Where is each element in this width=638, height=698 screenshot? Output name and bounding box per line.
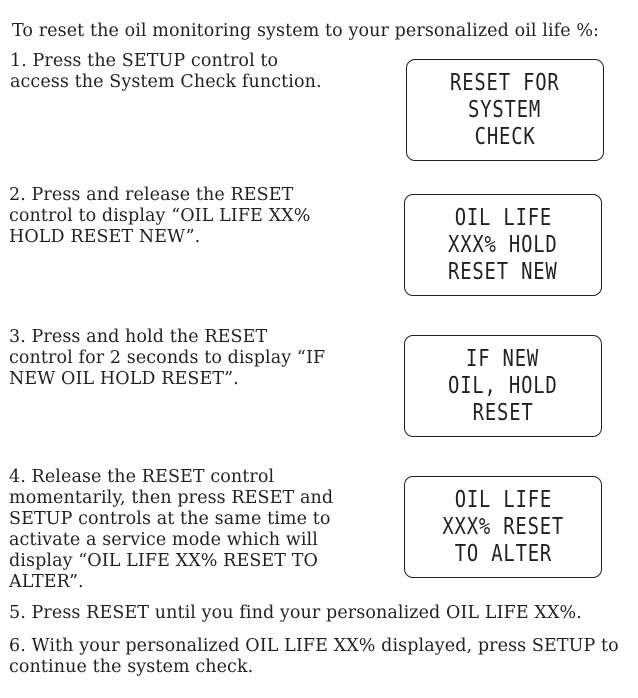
display-line: CHECK	[474, 123, 536, 150]
display-line: RESET FOR	[450, 69, 560, 96]
step-2-text: 2. Press and release the RESET control to display “OIL LIFE XX% HOLD RESET NEW”.	[9, 185, 311, 247]
display-line: IF NEW	[466, 345, 540, 372]
display-screen-reset-for-system-check	[406, 59, 604, 161]
display-line: XXX% RESET	[442, 513, 564, 540]
display-line: OIL, HOLD	[448, 372, 558, 399]
step-1-text: 1. Press the SETUP control to access the System Check function.	[10, 51, 322, 92]
intro-text: To reset the oil monitoring system to your personalized oil life %:	[12, 21, 600, 41]
display-line: XXX% HOLD	[448, 231, 558, 258]
display-line: OIL LIFE	[454, 204, 552, 231]
display-line: SYSTEM	[468, 96, 542, 123]
display-screen-oil-life-hold-reset-new	[404, 194, 602, 296]
display-line: RESET	[472, 399, 534, 426]
step-6-text: 6. With your personalized OIL LIFE XX% displayed, press SETUP to continue the system check.	[9, 636, 619, 677]
step-4-text: 4. Release the RESET control momentarily, then press RESET and SETUP controls at the same time to activate a service mode which will display “OIL LIFE XX% RESET TO ALTER”.	[9, 467, 334, 592]
display-screen-oil-life-reset-to-alter	[404, 476, 602, 578]
display-line: TO ALTER	[454, 540, 552, 567]
step-3-text: 3. Press and hold the RESET control for 2 seconds to display “IF NEW OIL HOLD RESET”.	[9, 327, 326, 389]
display-screen-if-new-oil-hold-reset	[404, 335, 602, 437]
display-line: OIL LIFE	[454, 486, 552, 513]
step-5-text: 5. Press RESET until you find your personalized OIL LIFE XX%.	[9, 603, 582, 623]
display-line: RESET NEW	[448, 258, 558, 285]
